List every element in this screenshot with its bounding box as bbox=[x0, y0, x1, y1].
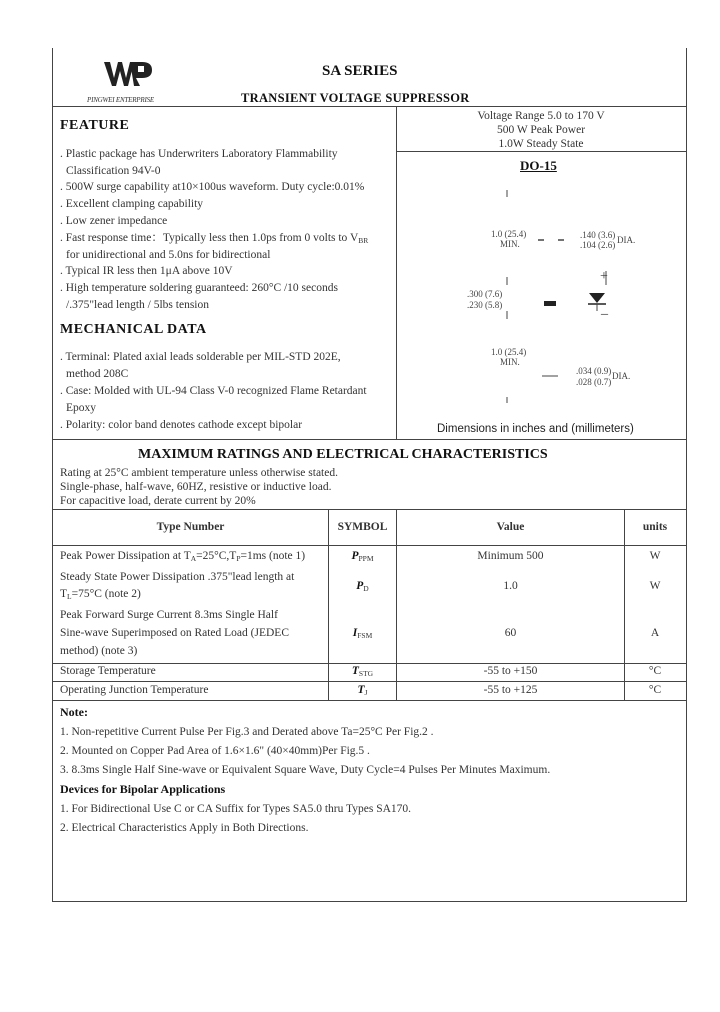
table-row-symbol bbox=[329, 684, 396, 697]
table-row-param: Storage Temperature bbox=[60, 665, 156, 677]
dim-lead-dia-max: .034 (0.9) bbox=[576, 366, 612, 376]
table-row-value: -55 to +125 bbox=[483, 684, 538, 696]
table-row-symbol bbox=[329, 550, 396, 563]
ratings-note: For capacitive load, derate current by 20% bbox=[60, 495, 256, 507]
feature-line: . Excellent clamping capability bbox=[60, 198, 204, 210]
spec-peak-power: 500 W Peak Power bbox=[496, 124, 586, 136]
param-sub: A bbox=[190, 554, 197, 563]
symbol-sub: STG bbox=[358, 669, 374, 678]
table-row-param bbox=[60, 588, 141, 601]
ratings-note: Rating at 25°C ambient temperature unless otherwise stated. bbox=[60, 467, 338, 479]
col-header-type: Type Number bbox=[156, 521, 225, 533]
feature-line: for unidirectional and 5.0ns for bidirectional bbox=[66, 249, 271, 261]
symbol-letter: P bbox=[356, 580, 364, 592]
dim-min-bottom: MIN. bbox=[500, 357, 520, 367]
symbol-sub: D bbox=[363, 584, 369, 593]
dim-body-dia-max: .140 (3.6) bbox=[580, 230, 616, 240]
table-row-param: method) (note 3) bbox=[60, 645, 138, 657]
ratings-title: MAXIMUM RATINGS AND ELECTRICAL CHARACTERISTICS bbox=[138, 447, 548, 462]
symbol-sub: J bbox=[364, 688, 368, 697]
param-text: =1ms (note 1) bbox=[240, 550, 306, 562]
feature-line: /.375"lead length / 5lbs tension bbox=[66, 299, 209, 311]
note-item: 1. Non-repetitive Current Pulse Per Fig.3 and Derated above Ta=25°C Per Fig.2 . bbox=[60, 726, 434, 738]
ratings-note: Single-phase, half-wave, 60HZ, resistive or inductive load. bbox=[60, 481, 332, 493]
table-row-value: -55 to +150 bbox=[483, 665, 538, 677]
table-row-unit: W bbox=[649, 580, 661, 592]
ratings-divider bbox=[52, 439, 686, 440]
param-text: Peak Power Dissipation at T bbox=[60, 550, 191, 562]
feature-title: FEATURE bbox=[60, 118, 130, 133]
symbol-sub: PPM bbox=[358, 554, 374, 563]
col-header-value: Value bbox=[496, 521, 525, 533]
table-row-param bbox=[60, 550, 305, 563]
spec-bottom-line bbox=[396, 151, 686, 152]
notes-title: Note: bbox=[60, 705, 88, 719]
symbol-sub: FSM bbox=[357, 631, 373, 640]
feature-line: . High temperature soldering guaranteed: 260°C /10 seconds bbox=[60, 282, 338, 294]
dim-min-top: MIN. bbox=[500, 239, 520, 249]
feature-line: . Plastic package has Underwriters Laboratory Flammability bbox=[60, 148, 338, 160]
table-row-unit: W bbox=[649, 550, 661, 562]
param-text: =75°C (note 2) bbox=[71, 588, 141, 600]
feature-line: . 500W surge capability at10×100us waveform. Duty cycle:0.01% bbox=[60, 181, 365, 193]
symbol-letter: P bbox=[351, 550, 359, 562]
polarity-minus: _ bbox=[601, 302, 608, 317]
vbr-subscript: BR bbox=[358, 236, 369, 245]
bipolar-title: Devices for Bipolar Applications bbox=[60, 782, 226, 796]
table-row-unit: A bbox=[650, 627, 660, 639]
table-row-value: Minimum 500 bbox=[477, 550, 544, 562]
dim-lead-dia-min: .028 (0.7) bbox=[576, 377, 612, 387]
dim-body-length-min: .230 (5.8) bbox=[467, 300, 503, 310]
dim-body-length-max: .300 (7.6) bbox=[467, 289, 503, 299]
feature-line-text: . Fast response time：Typically less then 1.0ps from 0 volts to V bbox=[60, 232, 359, 244]
feature-line: Classification 94V-0 bbox=[66, 165, 161, 177]
dim-lead-length-top: 1.0 (25.4) bbox=[491, 229, 527, 239]
col-header-units: units bbox=[642, 521, 668, 533]
table-row-line bbox=[52, 681, 686, 682]
spec-panel-divider bbox=[396, 106, 397, 439]
table-bottom bbox=[52, 700, 686, 701]
dim-body-dia-min: .104 (2.6) bbox=[580, 240, 616, 250]
dim-dia-label-2: DIA. bbox=[612, 371, 631, 381]
package-name: DO-15 bbox=[520, 158, 557, 173]
feature-line: . Typical IR less then 1μA above 10V bbox=[60, 265, 233, 277]
dimensions-caption: Dimensions in inches and (millimeters) bbox=[437, 423, 634, 435]
bipolar-item: 1. For Bidirectional Use C or CA Suffix for Types SA5.0 thru Types SA170. bbox=[60, 803, 412, 815]
table-row-value: 60 bbox=[504, 627, 517, 639]
table-row-line bbox=[52, 663, 686, 664]
table-row-param: Steady State Power Dissipation .375"lead length at bbox=[60, 571, 295, 583]
polarity-plus: + bbox=[600, 269, 608, 284]
bipolar-item: 2. Electrical Characteristics Apply in Both Directions. bbox=[60, 822, 309, 834]
product-subtitle: TRANSIENT VOLTAGE SUPPRESSOR bbox=[241, 91, 470, 105]
table-row-unit: °C bbox=[648, 665, 662, 677]
logo-text: PINGWEI ENTERPRISE bbox=[87, 96, 154, 104]
spec-voltage: Voltage Range 5.0 to 170 V bbox=[477, 110, 605, 122]
mechanical-title: MECHANICAL DATA bbox=[60, 322, 207, 337]
symbol-letter: I bbox=[352, 627, 358, 639]
param-text: =25°C,T bbox=[196, 550, 237, 562]
mechanical-line: method 208C bbox=[66, 368, 129, 380]
table-header-bottom bbox=[52, 545, 686, 546]
dim-dia-label-1: DIA. bbox=[617, 235, 636, 245]
series-title: SA SERIES bbox=[322, 63, 398, 79]
mechanical-line: . Polarity: color band denotes cathode except bipolar bbox=[60, 419, 303, 431]
param-sub: L bbox=[67, 592, 72, 601]
symbol-letter: T bbox=[351, 665, 359, 677]
feature-line: . Low zener impedance bbox=[60, 215, 168, 227]
param-text: T bbox=[60, 588, 68, 600]
spec-steady-state: 1.0W Steady State bbox=[498, 138, 584, 150]
table-row-param: Peak Forward Surge Current 8.3ms Single Half bbox=[60, 609, 278, 621]
feature-line bbox=[60, 231, 368, 248]
table-row-param: Operating Junction Temperature bbox=[60, 684, 209, 696]
col-header-symbol: SYMBOL bbox=[337, 521, 388, 533]
header-divider bbox=[52, 106, 686, 107]
dim-lead-length-bottom: 1.0 (25.4) bbox=[491, 347, 527, 357]
table-row-symbol bbox=[329, 665, 396, 678]
table-row-symbol bbox=[329, 627, 396, 640]
note-item: 2. Mounted on Copper Pad Area of 1.6×1.6" (40×40mm)Per Fig.5 . bbox=[60, 745, 370, 757]
param-sub: P bbox=[236, 554, 241, 563]
note-item: 3. 8.3ms Single Half Sine-wave or Equivalent Square Wave, Duty Cycle=4 Pulses Per Minutes Maximum. bbox=[60, 764, 551, 776]
mechanical-line: Epoxy bbox=[66, 402, 97, 414]
symbol-letter: T bbox=[357, 684, 365, 696]
table-top bbox=[52, 509, 686, 510]
mechanical-line: . Case: Molded with UL-94 Class V-0 recognized Flame Retardant bbox=[60, 385, 367, 397]
table-row-value: 1.0 bbox=[503, 580, 518, 592]
mechanical-line: . Terminal: Plated axial leads solderable per MIL-STD 202E, bbox=[60, 351, 341, 363]
table-row-unit: °C bbox=[648, 684, 662, 696]
table-row-symbol bbox=[329, 580, 396, 593]
company-logo bbox=[100, 56, 160, 92]
table-row-param: Sine-wave Superimposed on Rated Load (JEDEC bbox=[60, 627, 289, 639]
